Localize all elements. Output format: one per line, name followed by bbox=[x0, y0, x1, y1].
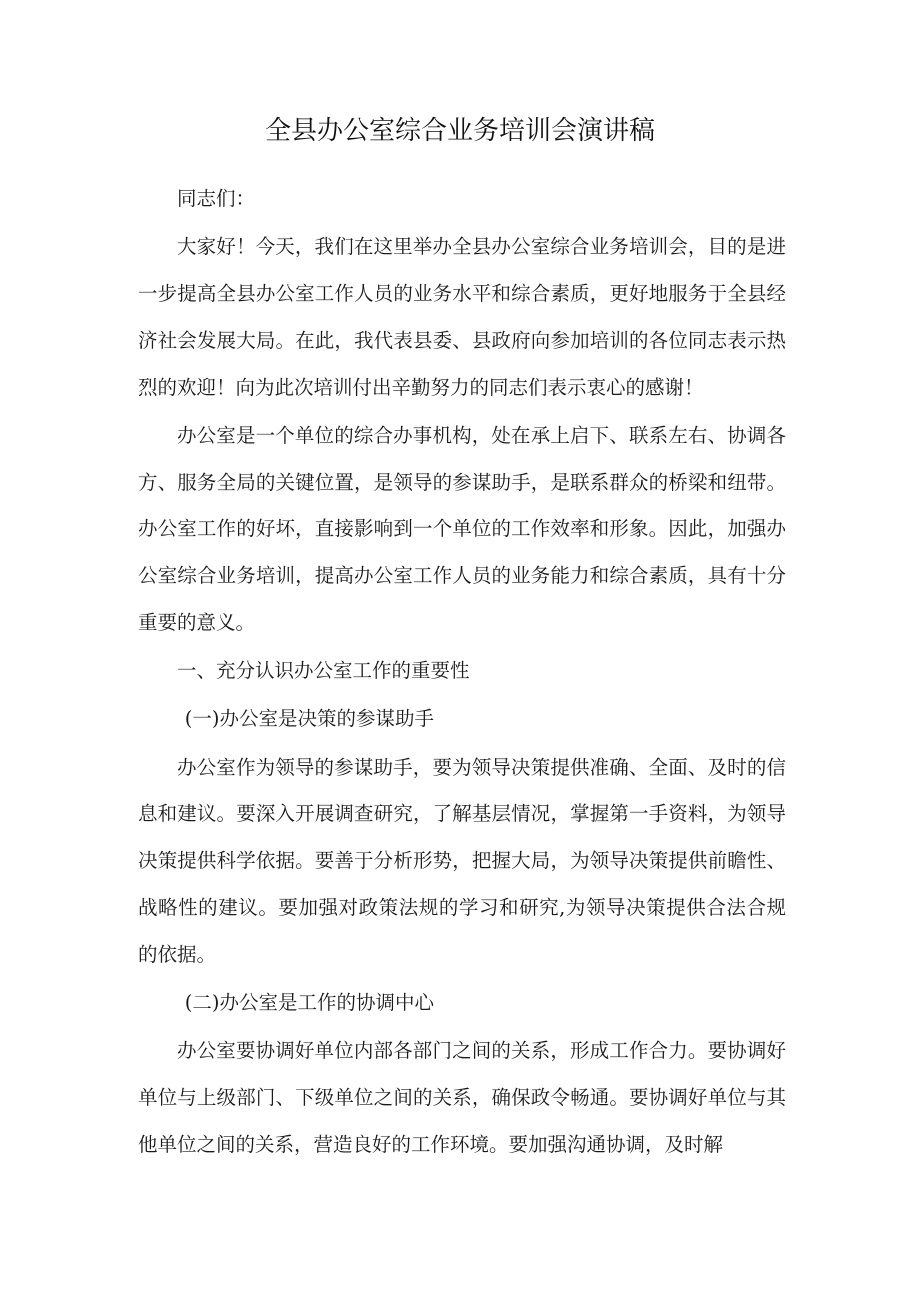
paragraph-4: 办公室要协调好单位内部各部门之间的关系，形成工作合力。要协调好单位与上级部门、下级单位之间的关系，确保政令畅通。要协调好单位与其他单位之间的关系，营造良好的工作环境。要加强沟通协调，及时解 bbox=[138, 1039, 786, 1156]
subsection-2-heading: (二)办公室是工作的协调中心 bbox=[184, 990, 435, 1014]
document-title: 全县办公室综合业务培训会演讲稿 bbox=[264, 116, 655, 146]
subsection-1-heading: (一)办公室是决策的参谋助手 bbox=[184, 707, 435, 731]
paragraph-3: 办公室作为领导的参谋助手，要为领导决策提供准确、全面、及时的信息和建议。要深入开展调查研究，了解基层情况，掌握第一手资料，为领导决策提供科学依据。要善于分析形势，把握大局，为领导决策提供前瞻性、战略性的建议。要加强对政策法规的学习和研究,为领导决策提供合法合规的依据。 bbox=[138, 755, 786, 966]
section-1-heading: 一、充分认识办公室工作的重要性 bbox=[177, 659, 470, 683]
paragraph-2: 办公室是一个单位的综合办事机构，处在承上启下、联系左右、协调各方、服务全局的关键位置，是领导的参谋助手，是联系群众的桥梁和纽带。办公室工作的好坏，直接影响到一个单位的工作效率和形象。因此，加强办公室综合业务培训，提高办公室工作人员的业务能力和综合素质，具有十分重要的意义。 bbox=[138, 423, 786, 634]
salutation: 同志们： bbox=[177, 187, 256, 210]
document-body bbox=[138, 176, 786, 1170]
paragraph-1: 大家好！今天，我们在这里举办全县办公室综合业务培训会，目的是进一步提高全县办公室工作人员的业务水平和综合素质，更好地服务于全县经济社会发展大局。在此，我代表县委、县政府向参加培训的各位同志表示热烈的欢迎！向为此次培训付出辛勤努力的同志们表示衷心的感谢！ bbox=[138, 235, 786, 399]
